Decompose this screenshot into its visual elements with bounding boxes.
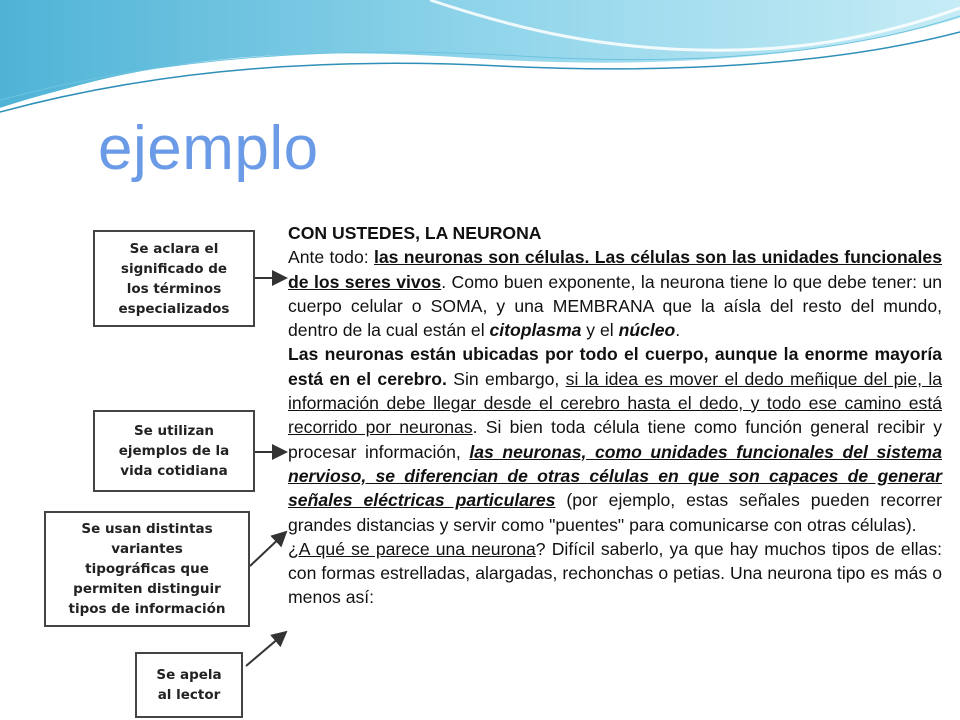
article-paragraph-1: Ante todo: las neuronas son células. Las células son las unidades funcionales de los seres vivos. Como buen exponente, la neurona tiene lo que debe tener: un cuerpo celular o SOMA, y una MEMBRANA que la aísla del resto del mundo, dentro de la cual están el citoplasma y el núcleo. bbox=[288, 247, 943, 341]
article-paragraph-3: ¿A qué se parece una neurona? Difícil saberlo, ya que hay muchos tipos de ellas: con formas estrelladas, alargadas, rechonchas o petias. Una neurona tipo es más o menos así: bbox=[288, 538, 943, 608]
callout-lector: Se apela al lector bbox=[135, 652, 243, 718]
article-text bbox=[288, 221, 942, 610]
arrow-3 bbox=[250, 532, 286, 566]
arrow-4 bbox=[246, 632, 286, 666]
callout-terminos: Se aclara el significado de los términos especializados bbox=[93, 230, 255, 327]
callout-tipografia: Se usan distintas variantes tipográficas que permiten distinguir tipos de información bbox=[44, 511, 250, 627]
callout-ejemplos: Se utilizan ejemplos de la vida cotidiana bbox=[93, 410, 255, 492]
article-paragraph-2: Las neuronas están ubicadas por todo el cuerpo, aunque la enorme mayoría está en el cerebro. Sin embargo, si la idea es mover el dedo meñique del pie, la información debe llegar desde el cerebro hasta el dedo, y todo ese camino está recorrido por neuronas. Si bien toda célula tiene como función general recibir y procesar información, las neuronas, como unidades funcionales del sistema nervioso, se diferencian de otras células en que son capaces de generar señales eléctricas particulares (por ejemplo, estas señales pueden recorrer grandes distancias y servir como "puentes" para comunicarse con otras células). bbox=[288, 344, 943, 535]
slide-title: ejemplo bbox=[98, 114, 319, 183]
article-heading: CON USTEDES, LA NEURONA bbox=[288, 223, 542, 243]
